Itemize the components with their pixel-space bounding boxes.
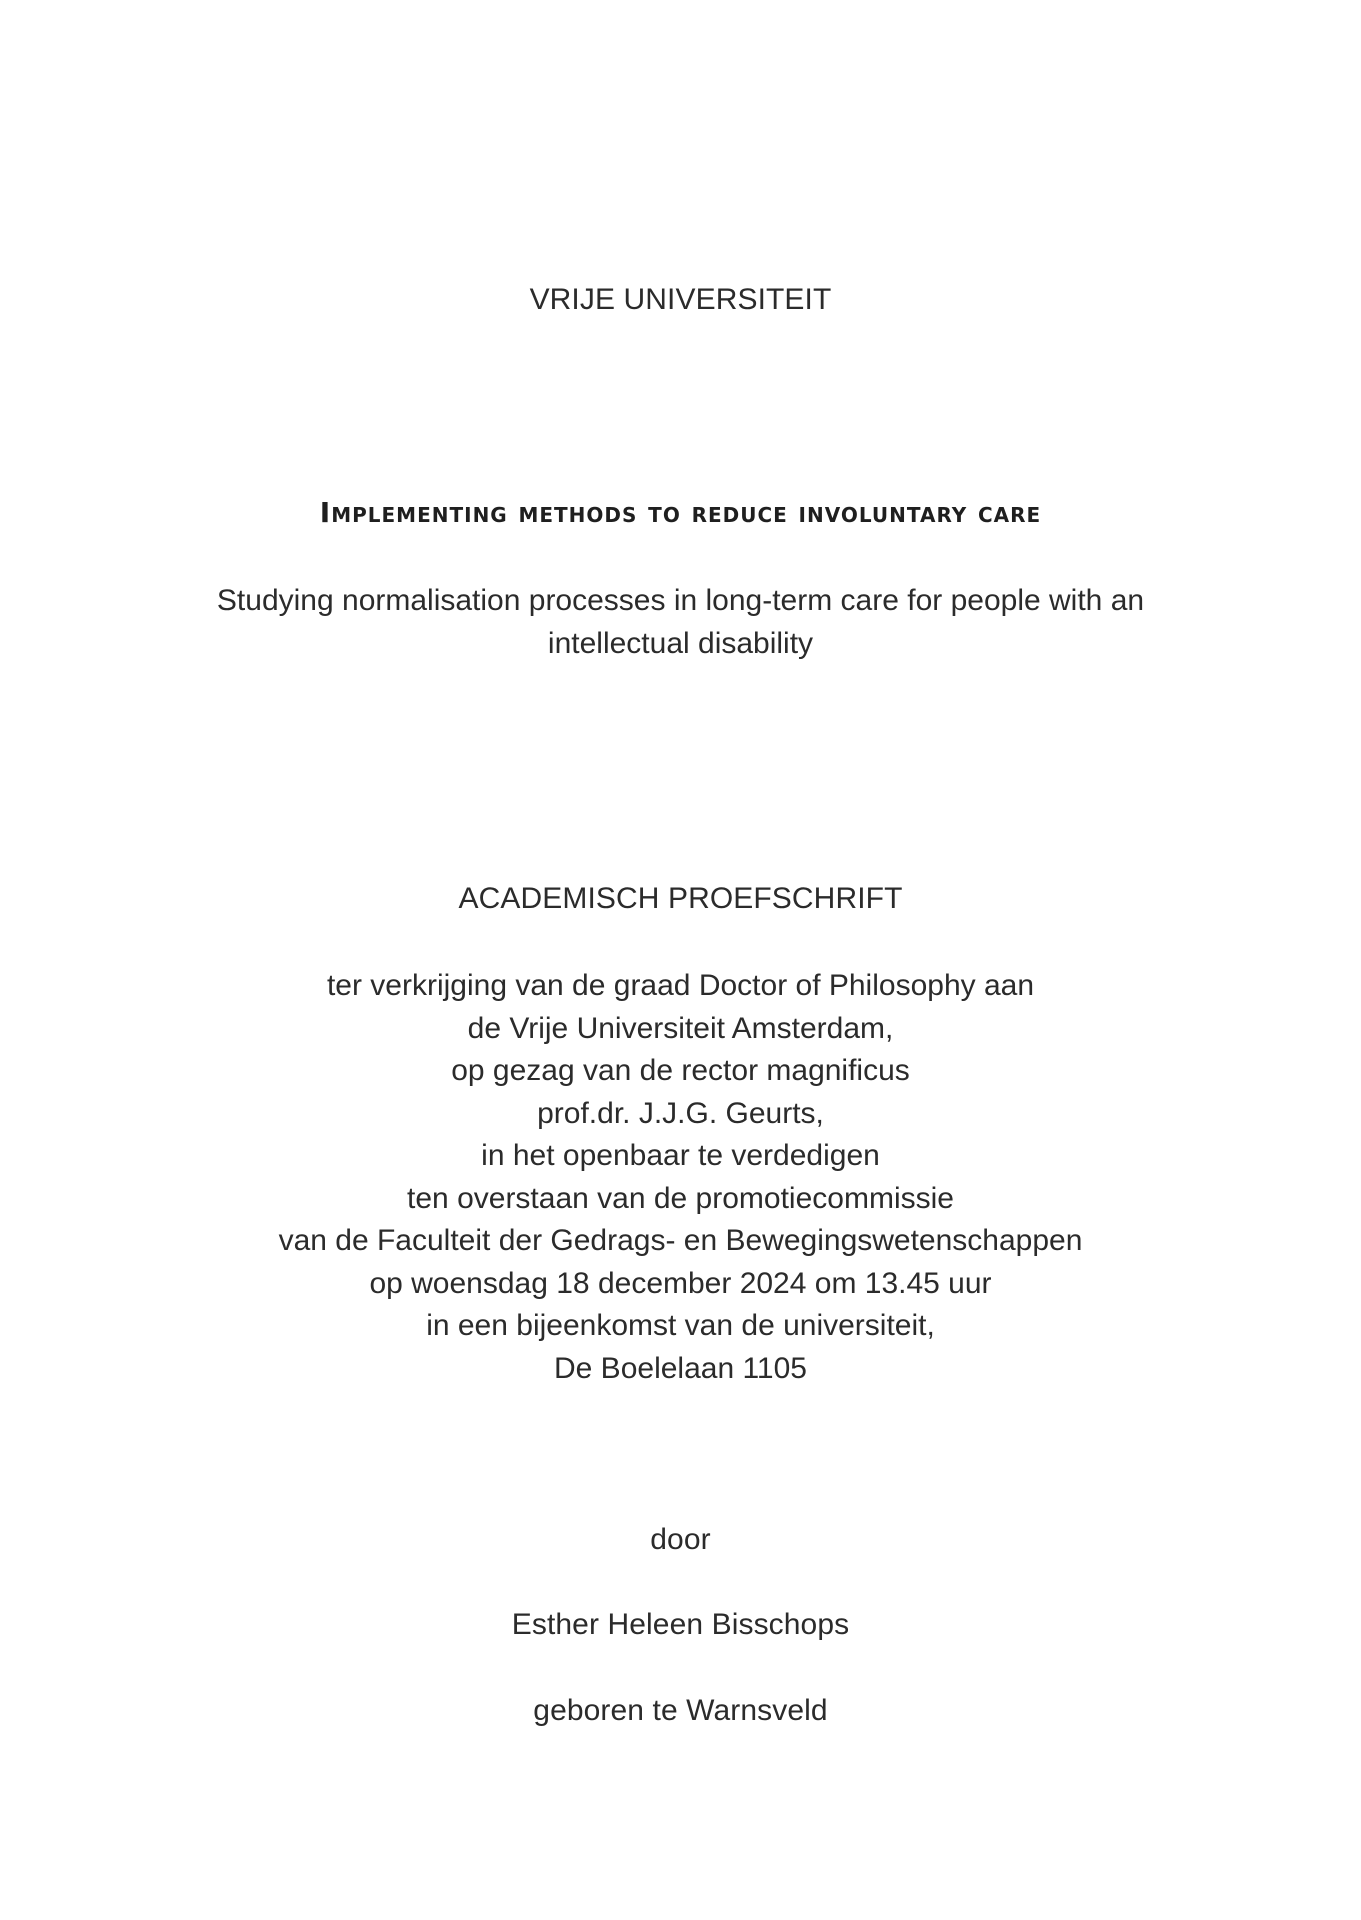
defense-line: de Vrije Universiteit Amsterdam, [467, 1011, 894, 1045]
thesis-title: Implementing methods to reduce involuntary care [319, 496, 1042, 529]
defense-line: in het openbaar te verdedigen [481, 1139, 880, 1172]
thesis-subtitle [0, 580, 1361, 665]
by-label: door [650, 1523, 711, 1556]
thesis-label: ACADEMISCH PROEFSCHRIFT [458, 882, 903, 915]
defense-line: in een bijeenkomst van de universiteit, [426, 1309, 935, 1342]
subtitle-line: Studying normalisation processes in long-term care for people with an [216, 584, 1145, 617]
defense-line: op gezag van de rector magnificus [451, 1054, 910, 1087]
author-birthplace: geboren te Warnsveld [533, 1694, 828, 1727]
author-name: Esther Heleen Bisschops [511, 1608, 850, 1641]
defense-line: van de Faculteit der Gedrags- en Bewegingswetenschappen [278, 1224, 1083, 1257]
defense-line: De Boelelaan 1105 [554, 1351, 807, 1385]
defense-line: ter verkrijging van de graad Doctor of Philosophy aan [326, 969, 1035, 1002]
defense-line: prof.dr. J.J.G. Geurts, [537, 1096, 824, 1130]
defense-line: ten overstaan van de promotiecommissie [407, 1181, 954, 1215]
university-name: VRIJE UNIVERSITEIT [529, 283, 832, 316]
defense-line: op woensdag 18 december 2024 om 13.45 uur [369, 1266, 992, 1300]
defense-statement [0, 965, 1361, 1390]
subtitle-line: intellectual disability [547, 626, 814, 660]
